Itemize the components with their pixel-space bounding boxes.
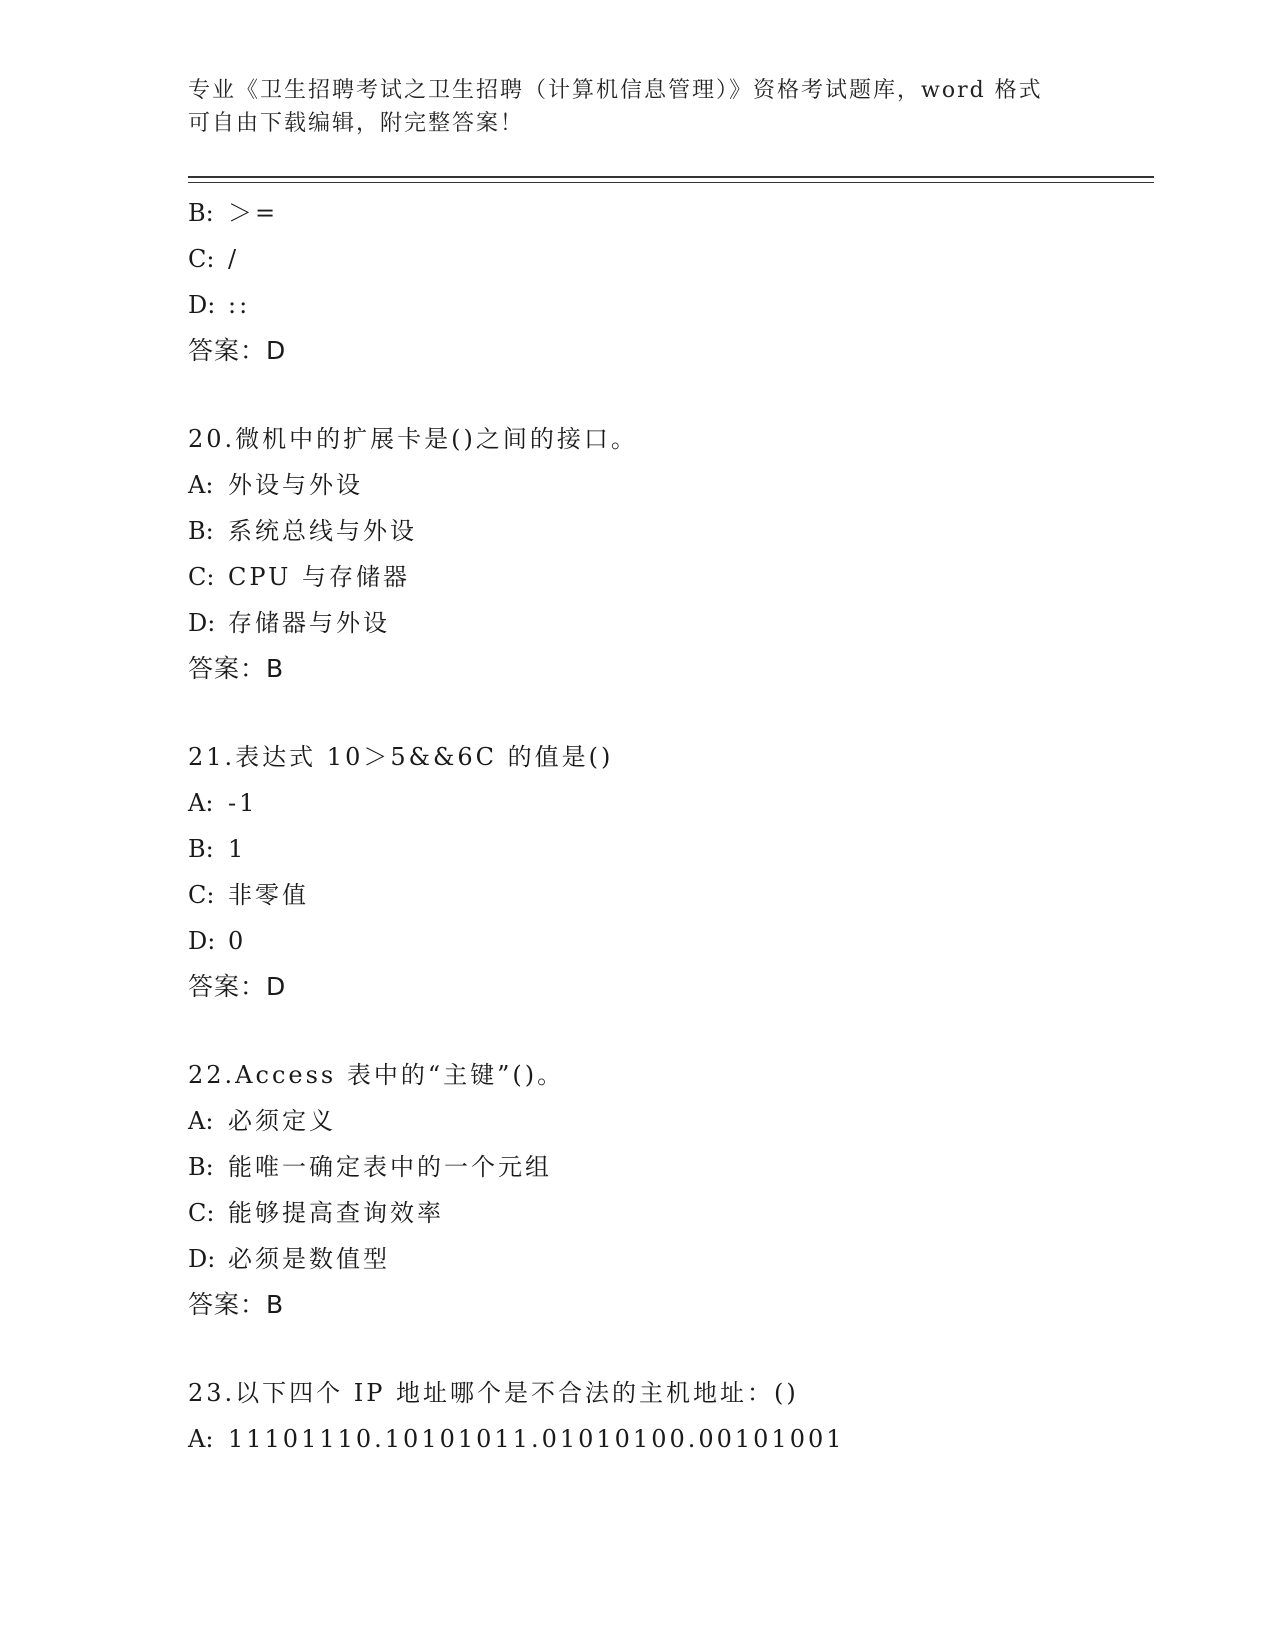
header-line-1: 专业《卫生招聘考试之卫生招聘（计算机信息管理）》资格考试题库，word 格式 xyxy=(188,78,1043,103)
option-text: 存储器与外设 xyxy=(228,609,390,637)
option-letter: C: xyxy=(188,245,215,273)
option-line xyxy=(188,780,1148,826)
question-text: 22.Access 表中的“主键”()。 xyxy=(188,1061,565,1089)
option-line xyxy=(188,872,1148,918)
option-line xyxy=(188,1098,1148,1144)
question-text: 20.微机中的扩展卡是()之间的接口。 xyxy=(188,425,638,453)
document-header xyxy=(188,74,1068,140)
option-text: 外设与外设 xyxy=(228,471,363,499)
question-list xyxy=(188,190,1148,1462)
question-block xyxy=(188,417,1148,735)
option-text: 必须定义 xyxy=(228,1107,336,1135)
option-line xyxy=(188,826,1148,872)
option-letter: D: xyxy=(188,609,216,637)
option-text: 能够提高查询效率 xyxy=(228,1199,444,1227)
option-text: CPU 与存储器 xyxy=(228,563,410,591)
option-text: 11101110.10101011.01010100.00101001 xyxy=(228,1425,845,1453)
block-spacer xyxy=(188,374,1148,417)
answer-line: 答案：D xyxy=(188,336,287,365)
answer-line: 答案：B xyxy=(188,654,285,683)
option-text: 必须是数值型 xyxy=(228,1245,390,1273)
question-block xyxy=(188,1371,1148,1462)
question-block xyxy=(188,1053,1148,1371)
option-line xyxy=(188,508,1148,554)
option-letter: A: xyxy=(188,471,214,499)
block-spacer xyxy=(188,1010,1148,1053)
option-text: / xyxy=(228,245,240,273)
option-letter: C: xyxy=(188,1199,215,1227)
option-line xyxy=(188,282,1148,328)
option-line xyxy=(188,1416,1148,1462)
option-line xyxy=(188,1190,1148,1236)
option-line xyxy=(188,1236,1148,1282)
option-text: 能唯一确定表中的一个元组 xyxy=(228,1153,552,1181)
answer-line: 答案：D xyxy=(188,972,287,1001)
option-letter: D: xyxy=(188,291,216,319)
option-letter: B: xyxy=(188,835,214,863)
option-letter: B: xyxy=(188,1153,214,1181)
option-letter: A: xyxy=(188,789,214,817)
option-letter: C: xyxy=(188,881,215,909)
option-line xyxy=(188,600,1148,646)
option-text: -1 xyxy=(228,789,258,817)
option-line xyxy=(188,1144,1148,1190)
option-line xyxy=(188,190,1148,236)
option-line xyxy=(188,462,1148,508)
answer-line: 答案：B xyxy=(188,1290,285,1319)
option-text: 系统总线与外设 xyxy=(228,517,417,545)
question-text: 23.以下四个 IP 地址哪个是不合法的主机地址：() xyxy=(188,1379,799,1407)
question-block xyxy=(188,735,1148,1053)
question-block xyxy=(188,190,1148,417)
question-text: 21.表达式 10＞5&&6C 的值是() xyxy=(188,743,614,771)
option-letter: D: xyxy=(188,927,216,955)
header-divider-thin xyxy=(188,182,1154,183)
option-text: :: xyxy=(228,291,251,319)
option-letter: B: xyxy=(188,199,214,227)
option-line xyxy=(188,918,1148,964)
option-line xyxy=(188,554,1148,600)
option-letter: B: xyxy=(188,517,214,545)
option-text: 非零值 xyxy=(228,881,309,909)
option-letter: D: xyxy=(188,1245,216,1273)
option-line xyxy=(188,236,1148,282)
option-letter: A: xyxy=(188,1425,214,1453)
option-letter: A: xyxy=(188,1107,214,1135)
option-letter: C: xyxy=(188,563,215,591)
header-line-2: 可自由下载编辑，附完整答案！ xyxy=(188,111,525,136)
header-divider-thick xyxy=(188,176,1154,178)
block-spacer xyxy=(188,1328,1148,1371)
option-text: ＞= xyxy=(228,199,279,227)
option-text: 0 xyxy=(228,927,247,955)
block-spacer xyxy=(188,692,1148,735)
option-text: 1 xyxy=(228,835,247,863)
